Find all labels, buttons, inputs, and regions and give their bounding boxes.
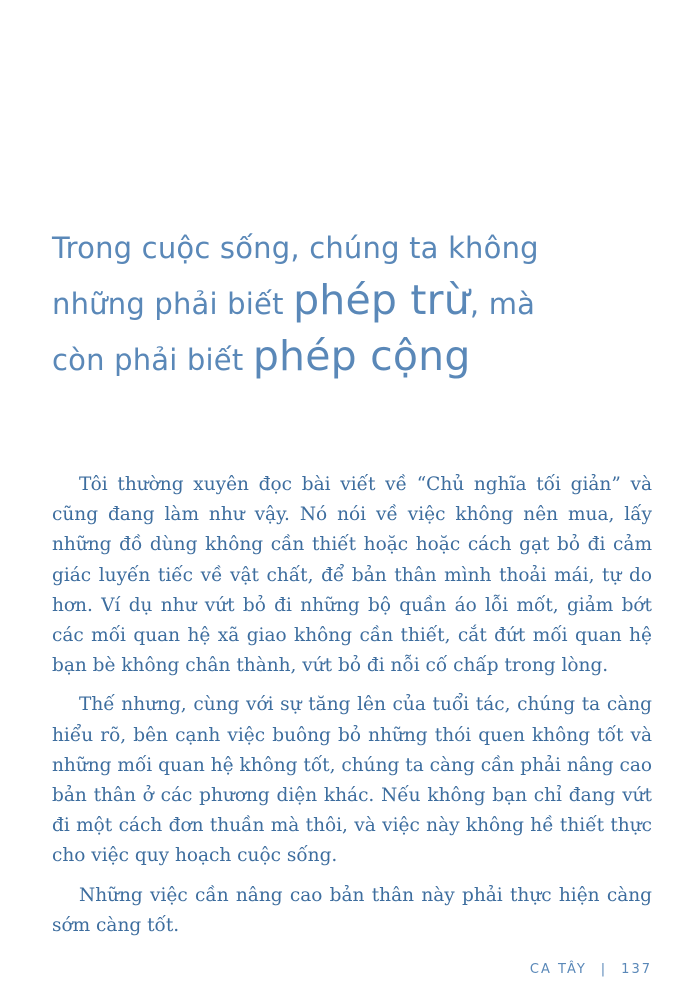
- heading-line-1: Trong cuộc sống, chúng ta không: [52, 231, 539, 265]
- page-number: 137: [621, 962, 652, 977]
- heading-line-2-start: những phải biết: [52, 287, 294, 321]
- footer-author: CA TÂY: [529, 962, 587, 977]
- heading-emphasis-subtraction: phép trừ: [293, 276, 470, 324]
- heading-line-2-end: , mà: [469, 287, 536, 321]
- heading-line-3: [52, 330, 672, 386]
- paragraph-2: Thế nhưng, cùng với sự tăng lên của tuổi tác, chúng ta càng hiểu rõ, bên cạnh việc buông bỏ những thói quen không tốt và những mối quan hệ không tốt, chúng ta càng cần phải nâng cao bản thân ở các phương diện khác. Nếu không bạn chỉ đang vứt đi một cách đơn thuần mà thôi, và việc này không hề thiết thực cho việc quy hoạch cuộc sống.: [52, 694, 652, 867]
- heading-line-2: [52, 274, 672, 330]
- footer-separator: |: [600, 962, 608, 977]
- paragraph-1: Tôi thường xuyên đọc bài viết về “Chủ nghĩa tối giản” và cũng đang làm như vậy. Nó nói về việc không nên mua, lấy những đồ dùng không cần thiết hoặc hoặc cách gạt bỏ đi cảm giác luyến tiếc về vật chất, để bản thân mình thoải mái, tự do hơn. Ví dụ như vứt bỏ đi những bộ quần áo lỗi mốt, giảm bớt các mối quan hệ xã giao không cần thiết, cắt đứt mối quan hệ bạn bè không chân thành, vứt bỏ đi nỗi cố chấp trong lòng.: [52, 474, 652, 677]
- heading-line-3-start: còn phải biết: [52, 343, 253, 377]
- page-footer: [530, 962, 652, 977]
- heading-emphasis-addition: phép cộng: [252, 332, 471, 380]
- chapter-heading: [52, 222, 672, 386]
- paragraph-3: Những việc cần nâng cao bản thân này phải thực hiện càng sớm càng tốt.: [52, 884, 652, 936]
- body-text: [52, 470, 652, 950]
